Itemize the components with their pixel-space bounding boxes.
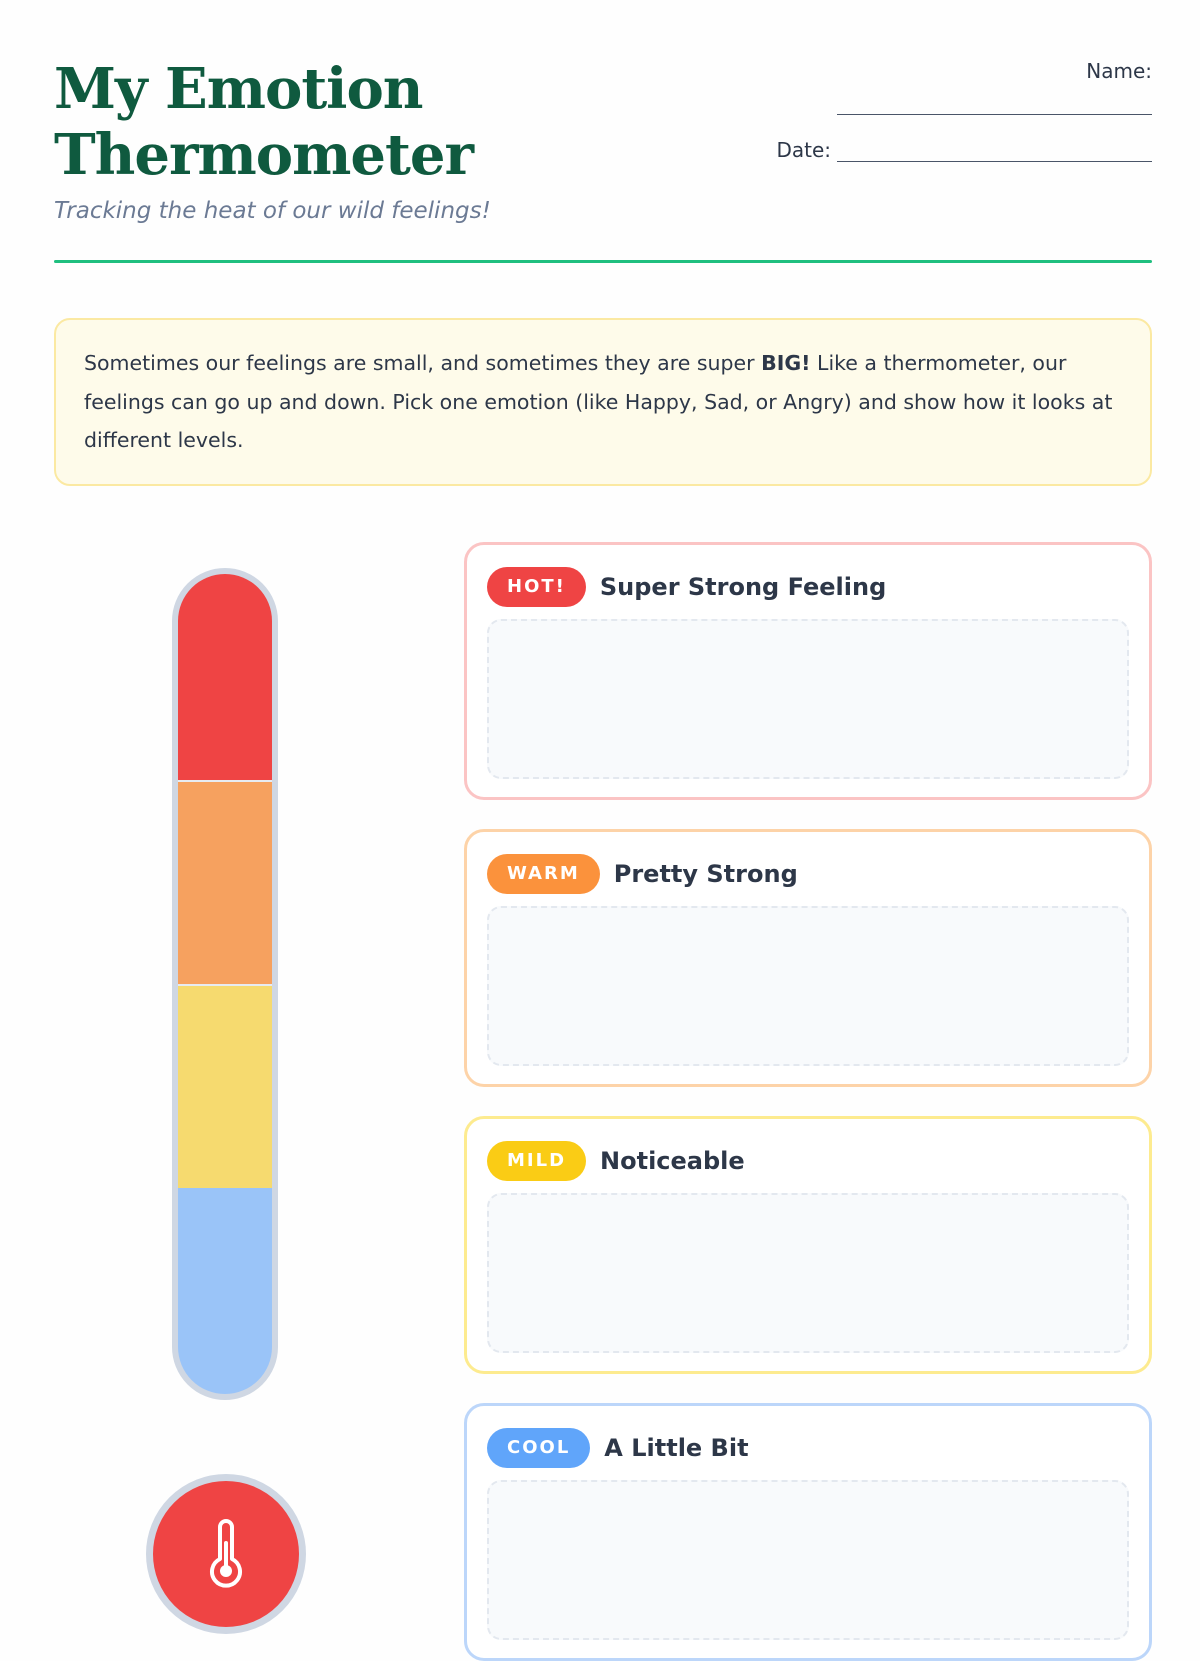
page-title (54, 56, 491, 188)
level-card-warm (464, 829, 1152, 1087)
intro-text-start: Sometimes our feelings are small, and sometimes they are super (84, 351, 762, 375)
date-field[interactable] (742, 133, 1152, 162)
card-title: A Little Bit (604, 1434, 749, 1462)
intro-emphasis: BIG! (761, 351, 811, 375)
badge-hot: HOT! (487, 567, 586, 607)
name-underline[interactable] (837, 86, 1152, 115)
thermometer-segment-mild (178, 984, 272, 1190)
writing-area-mild[interactable] (487, 1193, 1129, 1353)
badge-warm: WARM (487, 854, 600, 894)
date-label: Date: (776, 138, 831, 162)
thermometer-segment-cool (178, 1188, 272, 1398)
thermometer-segment-hot (178, 574, 272, 780)
card-title: Noticeable (600, 1147, 745, 1175)
writing-area-warm[interactable] (487, 906, 1129, 1066)
thermometer-tube (172, 568, 278, 1400)
thermometer-segment-warm (178, 780, 272, 986)
badge-cool: COOL (487, 1428, 590, 1468)
intro-box (54, 318, 1152, 486)
card-title: Pretty Strong (613, 860, 798, 888)
title-line-2: Thermometer (54, 122, 474, 188)
card-title: Super Strong Feeling (599, 573, 887, 601)
level-card-cool (464, 1403, 1152, 1661)
thermometer-icon (206, 1519, 246, 1589)
level-card-mild (464, 1116, 1152, 1374)
page-subtitle: Tracking the heat of our wild feelings! (54, 198, 491, 224)
level-card-hot (464, 542, 1152, 800)
name-label: Name: (1086, 59, 1152, 83)
card-header (487, 567, 886, 607)
title-line-1: My Emotion (54, 56, 423, 122)
card-header (487, 854, 798, 894)
name-date-fields (742, 56, 1152, 162)
date-underline[interactable] (837, 133, 1152, 162)
badge-mild: MILD (487, 1141, 586, 1181)
writing-area-hot[interactable] (487, 619, 1129, 779)
title-block (54, 56, 491, 224)
writing-area-cool[interactable] (487, 1480, 1129, 1640)
header-divider (54, 260, 1152, 263)
card-header (487, 1428, 749, 1468)
name-field[interactable] (742, 86, 1152, 115)
thermometer-bulb (146, 1474, 306, 1634)
card-header (487, 1141, 745, 1181)
intro-text-end: Like a thermometer, our feelings can go up and down. Pick one emotion (like Happy, Sad, or Angry) and show how it looks at different levels. (84, 351, 1113, 452)
